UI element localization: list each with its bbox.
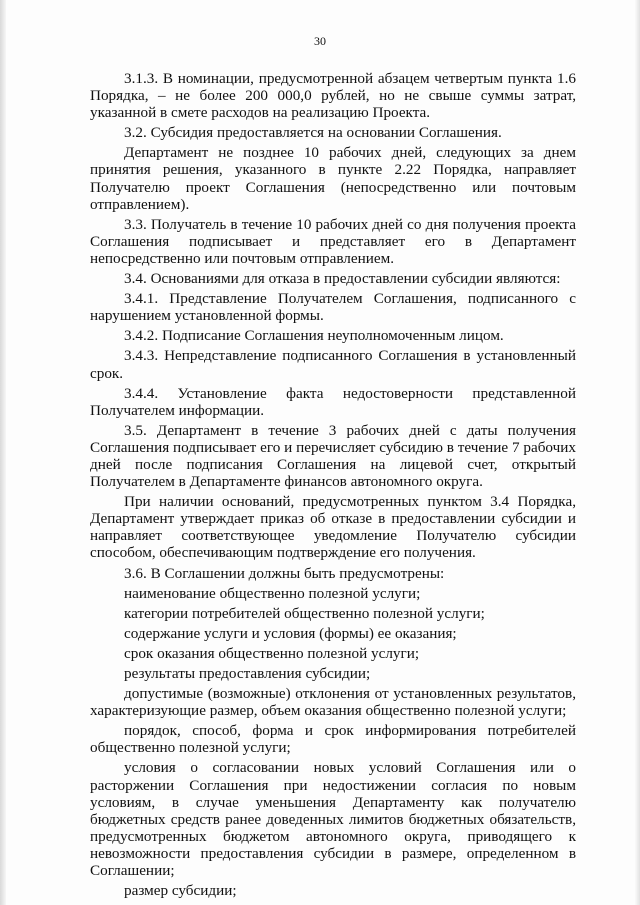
paragraph-3-4: 3.4. Основаниями для отказа в предоставлении субсидии являются: — [124, 270, 561, 288]
list-item-service-term: срок оказания общественно полезной услуги; — [124, 644, 420, 662]
paragraph-3-4-1: 3.4.1. Представление Получателем Соглашения, подписанного с нарушением установленной формы. — [90, 290, 576, 325]
paragraph-3-2: 3.2. Субсидия предоставляется на основании Соглашения. — [124, 124, 502, 142]
document-body — [90, 70, 576, 899]
paragraph-3-1-3: 3.1.3. В номинации, предусмотренной абзацем четвертым пункта 1.6 Порядка, – не более 200 000,0 рублей, но не свыше суммы затрат, указанной в смете расходов на реализацию Проекта. — [90, 70, 576, 122]
list-item-consumer-categories: категории потребителей общественно полезной услуги; — [124, 604, 485, 622]
list-item-service-name: наименование общественно полезной услуги; — [124, 584, 421, 602]
paragraph-3-5: 3.5. Департамент в течение 3 рабочих дней с даты получения Соглашения подписывает его и перечисляет субсидию в течение 7 рабочих дней после подписания Соглашения на лицевой счет, открытый Получателем в Департаменте финансов автономного округа. — [90, 421, 576, 491]
list-item-subsidy-amount: размер субсидии; — [124, 882, 237, 900]
scan-edge-left — [0, 0, 6, 905]
list-item-deviations: допустимые (возможные) отклонения от установленных результатов, характеризующие размер, объем оказания общественно полезной услуги; — [90, 685, 576, 720]
list-item-service-content: содержание услуги и условия (формы) ее оказания; — [124, 624, 457, 642]
paragraph-3-4-3: 3.4.3. Непредставление подписанного Соглашения в установленный срок. — [90, 347, 576, 382]
paragraph-3-6: 3.6. В Соглашении должны быть предусмотрены: — [124, 564, 445, 582]
paragraph-refusal-order: При наличии оснований, предусмотренных пунктом 3.4 Порядка, Департамент утверждает приказ об отказе в предоставлении субсидии и направляет соответствующее уведомление Получателю субсидии способом, обеспечивающим подтверждение его получения. — [90, 493, 576, 562]
paragraph-3-4-2: 3.4.2. Подписание Соглашения неуполномоченным лицом. — [124, 327, 504, 345]
paragraph-3-3: 3.3. Получатель в течение 10 рабочих дней со дня получения проекта Соглашения подписывает и представляет его в Департамент непосредственно или почтовым отправлением. — [90, 215, 576, 267]
page-number: 30 — [314, 34, 326, 48]
paragraph-3-4-4: 3.4.4. Установление факта недостоверности представленной Получателем информации. — [90, 384, 576, 419]
list-item-informing: порядок, способ, форма и срок информирования потребителей общественно полезной услуги; — [90, 722, 576, 757]
paragraph-department-deadline: Департамент не позднее 10 рабочих дней, следующих за днем принятия решения, указанного в пункте 2.22 Порядка, направляет Получателю проект Соглашения (непосредственно или почтовым отправлением). — [90, 144, 576, 213]
list-item-agreement-conditions: условия о согласовании новых условий Соглашения или о расторжении Соглашения при недостижении согласия по новым условиям, в случае уменьшения Департаменту как получателю бюджетных средств ранее доведенных лимитов бюджетных обязательств, предусмотренных бюджетом автономного округа, приводящего к невозможности предоставления субсидии в размере, определенном в Соглашении; — [90, 759, 576, 880]
list-item-results: результаты предоставления субсидии; — [124, 665, 371, 682]
scan-edge-right — [635, 0, 640, 905]
